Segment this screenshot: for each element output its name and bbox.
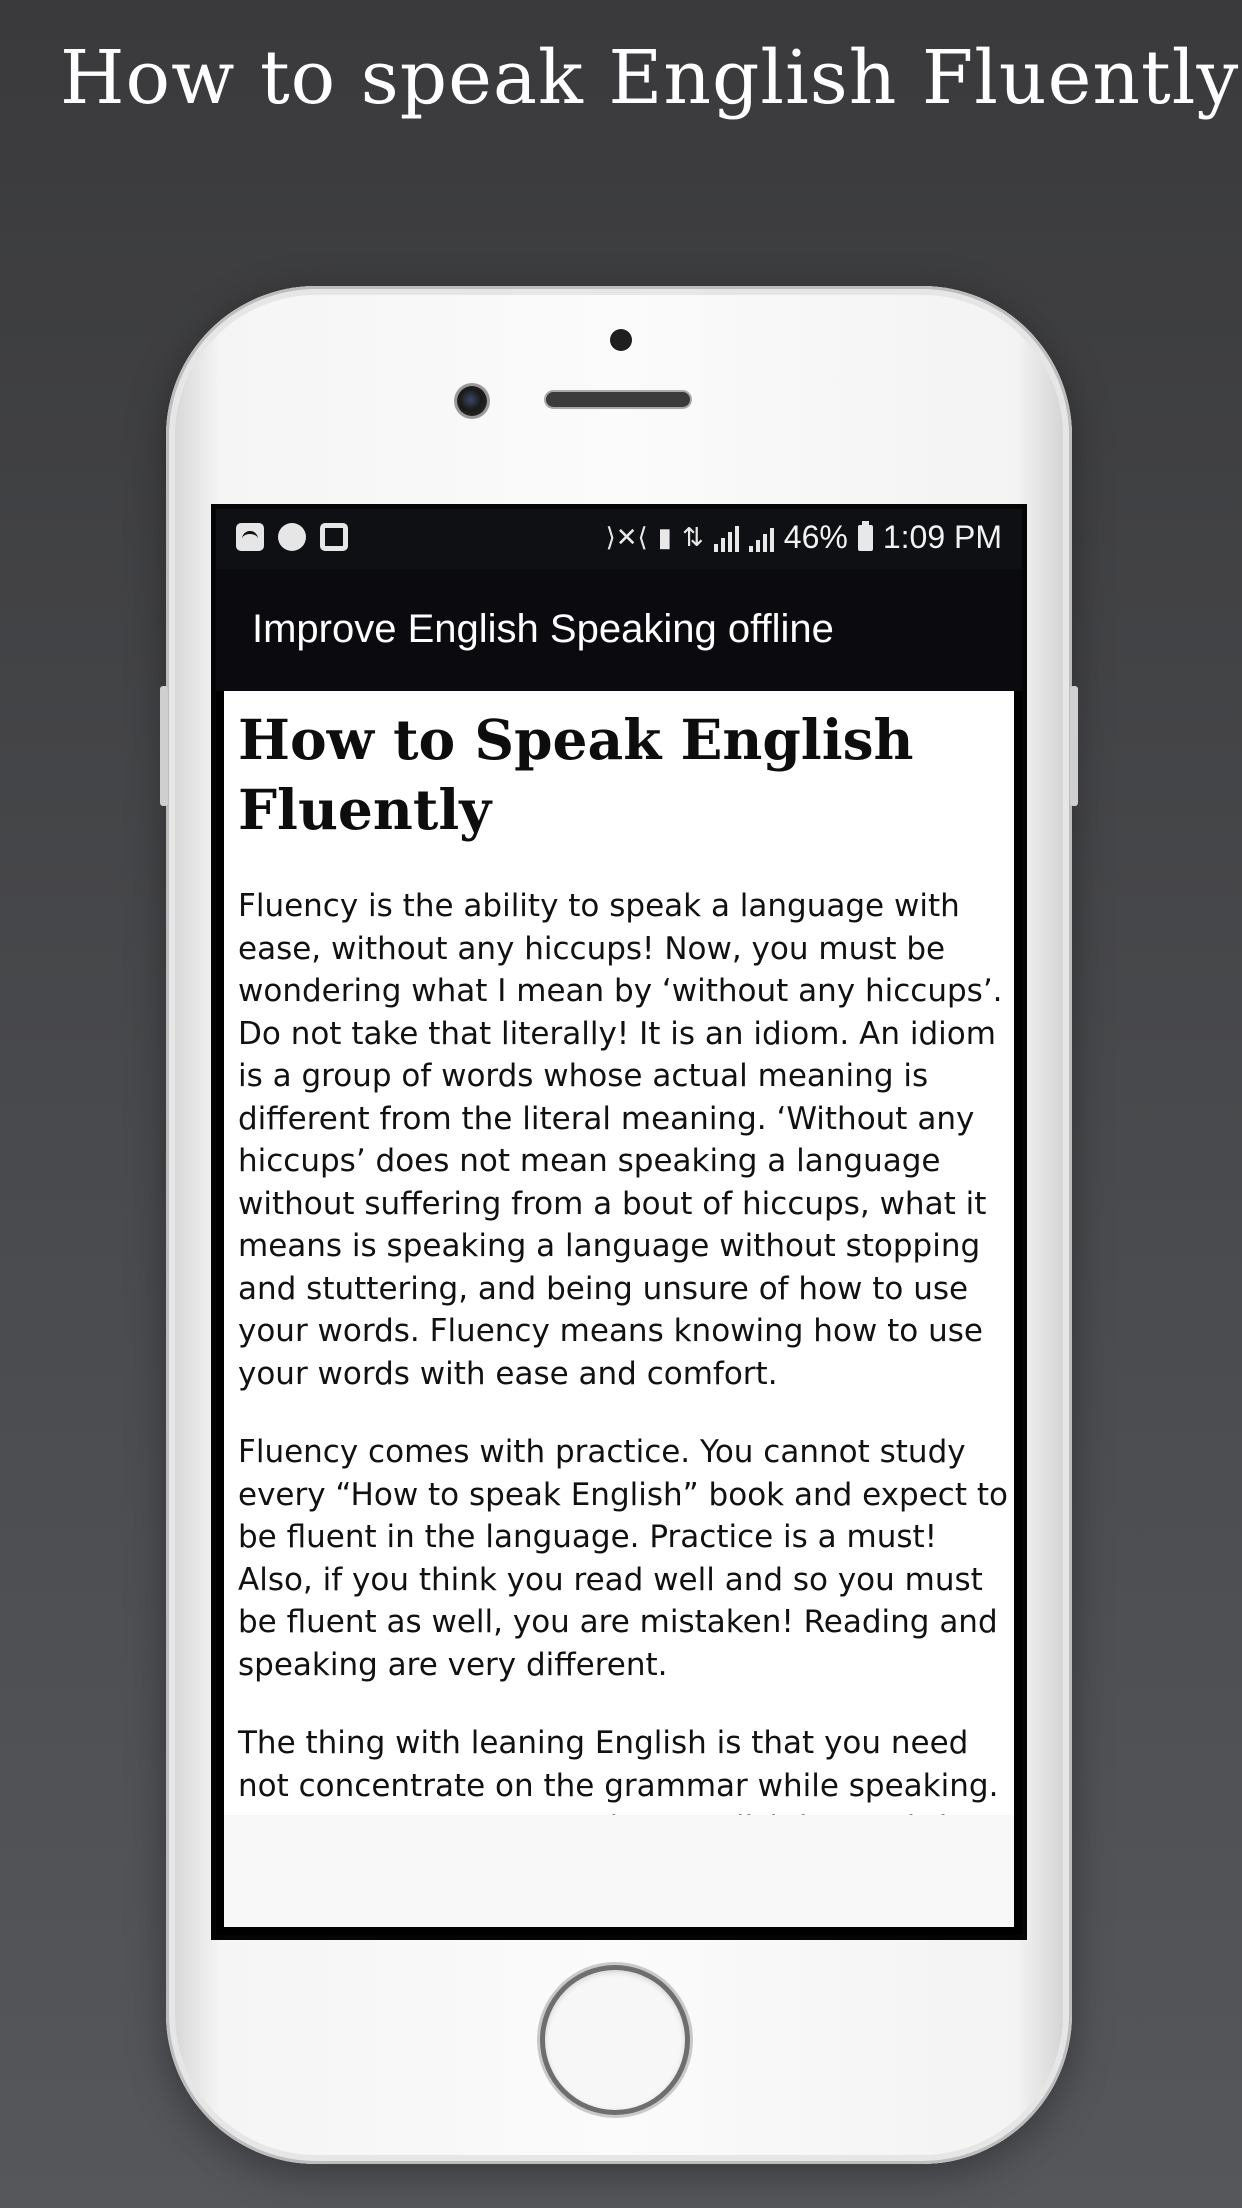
article-heading: How to Speak English Fluently	[238, 707, 914, 842]
sim-icon: ▮	[657, 522, 672, 552]
status-icons-left	[236, 523, 348, 551]
battery-percent: 46%	[783, 519, 848, 555]
network-3g-icon: ⇅	[681, 522, 704, 552]
article-paragraph: The thing with leaning English is that you need not concentrate on the grammar while speaking.	[238, 1725, 999, 1804]
front-camera	[457, 386, 487, 416]
image-icon	[320, 523, 348, 551]
status-bar	[216, 509, 1022, 569]
article-content[interactable]	[224, 691, 1014, 1927]
vibrate-icon: ⟩✕⟨	[605, 522, 648, 552]
wifi-icon	[236, 523, 264, 551]
home-button[interactable]	[545, 1970, 685, 2110]
phone-side-button	[1070, 686, 1078, 806]
promo-title: How to speak English Fluently	[60, 35, 1240, 121]
signal-icon	[714, 524, 739, 552]
status-time: 1:09 PM	[882, 519, 1002, 555]
phone-side-button	[160, 686, 168, 806]
article-paragraph: Fluency comes with practice. You cannot study every “How to speak English” book and expect to be fluent in the language. Practice is a must! Also, if you think you read well and so you must be fluent as well, you are mistaken! Reading and speaking are very different.	[238, 1434, 1008, 1683]
phone-screen	[211, 504, 1027, 1940]
app-bar	[216, 569, 1022, 691]
earpiece-speaker	[546, 392, 690, 407]
content-footer-area	[224, 1815, 1014, 1927]
app-bar-title: Improve English Speaking offline	[252, 607, 834, 651]
proximity-sensor	[610, 329, 632, 351]
signal-icon	[749, 524, 774, 552]
data-saver-icon	[278, 523, 306, 551]
status-icons-right	[606, 519, 1002, 556]
battery-icon	[858, 525, 873, 551]
article-scroll-area[interactable]	[224, 691, 1014, 1815]
phone-mockup	[166, 286, 1072, 2164]
article-paragraph: Fluency is the ability to speak a language with ease, without any hiccups! Now, you must be wondering what I mean by ‘without any hiccups’. Do not take that literally! It is an idiom. An idiom is a group of words whose actual meaning is different from the literal meaning. ‘Without any hiccups’ does not mean speaking a language without suffering from a bout of hiccups, what it means is speaking a language without stopping and stuttering, and being unsure of how to use your words. Fluency means knowing how to use your words with ease and comfort.	[238, 888, 1003, 1392]
